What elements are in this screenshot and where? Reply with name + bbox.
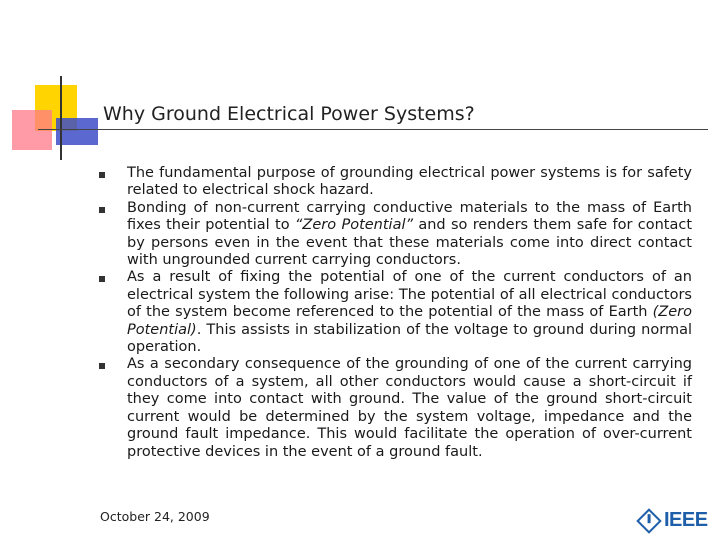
bullet-list: [96, 165, 692, 461]
bullet-text-italic-run: (Zero Potential): [127, 304, 692, 338]
bullet-text-run: . This assists in stabilization of the voltage to ground during normal operation.: [127, 321, 692, 356]
square-bullet-icon: [99, 276, 105, 282]
square-bullet-icon: [99, 172, 105, 178]
bullet-text-italic-run: “Zero Potential”: [294, 217, 414, 234]
bullet-item: [96, 165, 692, 200]
bullet-text-run: and so renders them safe for contact by persons even in the event that these materials come into direct contact with ungrounded current carrying conductors.: [127, 217, 693, 269]
title-underline-rule: [38, 129, 708, 130]
footer-date: October 24, 2009: [100, 509, 210, 524]
ieee-logo-text: IEEE: [664, 509, 708, 531]
bullet-text-run: Bonding of non-current carrying conductive materials to the mass of Earth fixes their potential to: [127, 199, 692, 234]
bullet-text: [127, 200, 692, 270]
bullet-text: [127, 356, 692, 460]
ieee-diamond-icon: [636, 508, 661, 533]
decor-blue-square: [56, 118, 98, 145]
slide-title: Why Ground Electrical Power Systems?: [103, 103, 475, 125]
ieee-logo: [640, 509, 708, 532]
bullet-text: [127, 269, 692, 356]
decor-vertical-rule: [60, 76, 62, 160]
bullet-text-run: As a secondary consequence of the grounding of one of the current carrying conductors of a system, all other conductors would cause a short-circuit if they come into contact with ground. The value of the ground short-circuit current would be determined by the system voltage, impedance and the ground fault impedance. This would facilitate the operation of over-current protective devices in the event of a ground fault.: [127, 356, 692, 460]
bullet-item: [96, 200, 692, 270]
square-bullet-icon: [99, 363, 105, 369]
bullet-text-run: As a result of fixing the potential of one of the current conductors of an electrical system the following arise: The potential of all electrical conductors of the system become referenced to the potential of the mass of Earth: [127, 269, 692, 321]
bullet-item: [96, 269, 692, 356]
square-bullet-icon: [99, 207, 105, 213]
bullet-text: [127, 165, 692, 200]
decor-red-square: [12, 110, 52, 150]
bullet-item: [96, 356, 692, 460]
bullet-text-run: The fundamental purpose of grounding electrical power systems is for safety related to electrical shock hazard.: [127, 165, 692, 199]
